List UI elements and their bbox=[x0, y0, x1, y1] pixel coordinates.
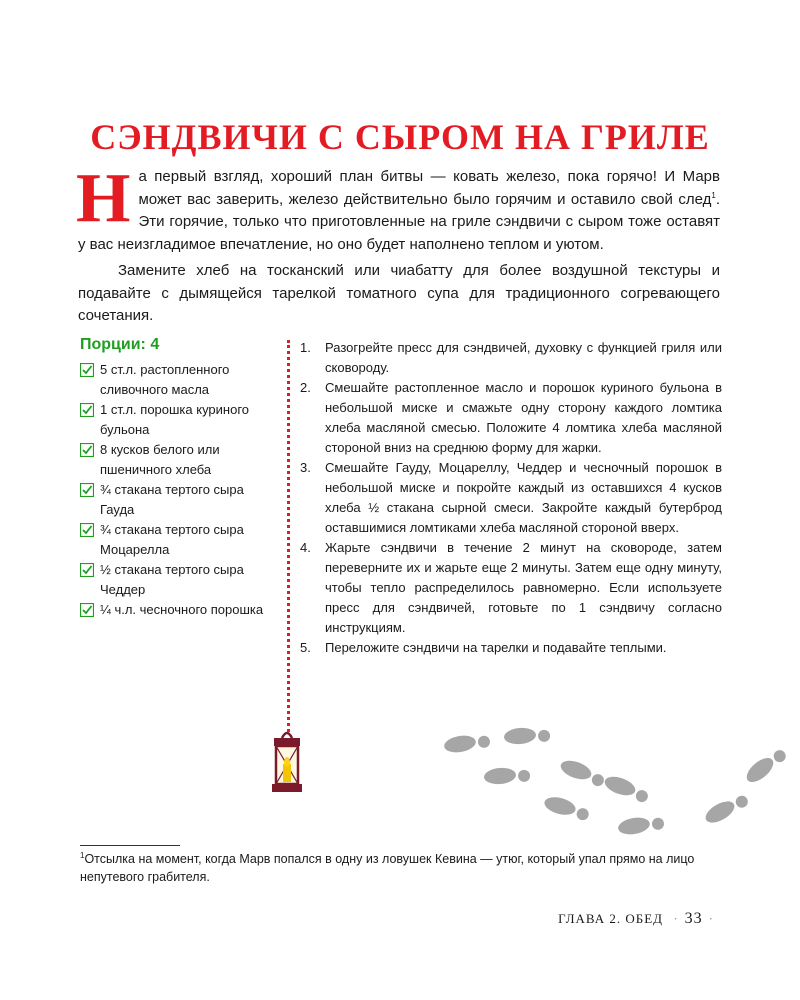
page-number: 33 bbox=[684, 910, 703, 927]
footnote-text: Отсылка на момент, когда Марв попался в одну из ловушек Кевина — утюг, который упал прямо на лицо непутевого грабителя. bbox=[80, 852, 695, 884]
intro-paragraph-2: Замените хлеб на тосканский или чиабатту для более воздушной текстуры и подавайте с дымящейся тарелкой томатного супа для традиционного согревающего сочетания. bbox=[78, 262, 720, 324]
chapter-label: ГЛАВА 2. ОБЕД bbox=[558, 911, 664, 926]
ingredient-item: 5 ст.л. растопленного сливочного масла bbox=[80, 360, 270, 400]
drop-cap: Н bbox=[76, 160, 131, 237]
checkbox-checked-icon bbox=[80, 443, 94, 457]
footprint-icon bbox=[617, 813, 665, 837]
ingredient-item: 8 кусков белого или пшеничного хлеба bbox=[80, 440, 270, 480]
checkbox-checked-icon bbox=[80, 483, 94, 497]
instruction-step: 4. Жарьте сэндвичи в течение 2 минут на сковороде, затем переверните их и жарьте еще 2 минуты. Затем еще одну минуту, чтобы тепло распределилось равномерно. Если используете пресс для сэндвичей, готовьте по 1 сэндвичу согласно инструкциям. bbox=[300, 540, 722, 635]
ingredient-item: ½ стакана тертого сыра Чеддер bbox=[80, 560, 270, 600]
footprint-icon bbox=[483, 765, 530, 785]
intro-p1-end: . Эти горячие, только что приготовленные на гриле сэндвичи с сыром тоже оставят у вас неизгладимое впечатление, но оно будет наполнено теплом и уютом. bbox=[78, 190, 720, 253]
checkbox-checked-icon bbox=[80, 363, 94, 377]
footnote bbox=[80, 850, 720, 886]
footprint-icon bbox=[443, 731, 491, 755]
checkbox-checked-icon bbox=[80, 603, 94, 617]
footprint-icon bbox=[503, 725, 550, 745]
page-title: СЭНДВИЧИ С СЫРОМ НА ГРИЛЕ bbox=[90, 117, 710, 158]
instruction-list bbox=[300, 338, 722, 658]
dotted-divider bbox=[287, 340, 290, 732]
footprint-icon bbox=[558, 757, 607, 788]
checkbox-checked-icon bbox=[80, 563, 94, 577]
footprint-icon bbox=[743, 745, 789, 787]
footprint-icon bbox=[702, 790, 750, 827]
servings-heading: Порции: 4 bbox=[80, 336, 160, 353]
intro-paragraph-1 bbox=[76, 160, 720, 256]
intro-p1-text: а первый взгляд, хороший план битвы — ковать железо, пока горячо! И Марв может вас заверить, железо действительно было горячим и оставило свой след bbox=[138, 168, 720, 208]
ingredient-item: ¾ стакана тертого сыра Гауда bbox=[80, 480, 270, 520]
lantern-icon bbox=[266, 728, 308, 796]
footnote-rule bbox=[80, 845, 180, 846]
footer-separator: · bbox=[673, 911, 679, 926]
checkbox-checked-icon bbox=[80, 523, 94, 537]
ingredient-list bbox=[80, 360, 270, 620]
footer-separator: · bbox=[708, 911, 714, 926]
intro-text bbox=[76, 160, 720, 328]
instruction-step: 1. Разогрейте пресс для сэндвичей, духовку с функцией гриля или сковороду. bbox=[300, 340, 722, 375]
instruction-step: 5. Переложите сэндвичи на тарелки и подавайте теплыми. bbox=[300, 640, 667, 655]
checkbox-checked-icon bbox=[80, 403, 94, 417]
page-footer bbox=[558, 910, 720, 928]
footnote-ref: 1 bbox=[711, 190, 716, 200]
ingredient-item: ¼ ч.л. чесночного порошка bbox=[80, 600, 270, 620]
instruction-step: 3. Смешайте Гауду, Моцареллу, Чеддер и чесночный порошок в небольшой миске и покройте каждый из оставшихся 4 кусков хлеба ½ стакана сырной смеси. Закройте каждый бутерброд оставшимися ломтиками хлеба масляной стороной вверх. bbox=[300, 460, 722, 535]
footnote-mark: 1 bbox=[80, 850, 85, 860]
ingredient-item: 1 ст.л. порошка куриного бульона bbox=[80, 400, 270, 440]
footprints-decoration bbox=[420, 722, 800, 852]
ingredient-item: ¾ стакана тертого сыра Моцарелла bbox=[80, 520, 270, 560]
instruction-step: 2. Смешайте растопленное масло и порошок куриного бульона в небольшой миске и смажьте одну сторону каждого ломтика хлеба масляной смесью. Положите 4 ломтика хлеба масляной стороной вниз на среднюю форму для жарки. bbox=[300, 380, 722, 455]
footprint-icon bbox=[602, 773, 651, 804]
footprint-icon bbox=[542, 794, 591, 821]
